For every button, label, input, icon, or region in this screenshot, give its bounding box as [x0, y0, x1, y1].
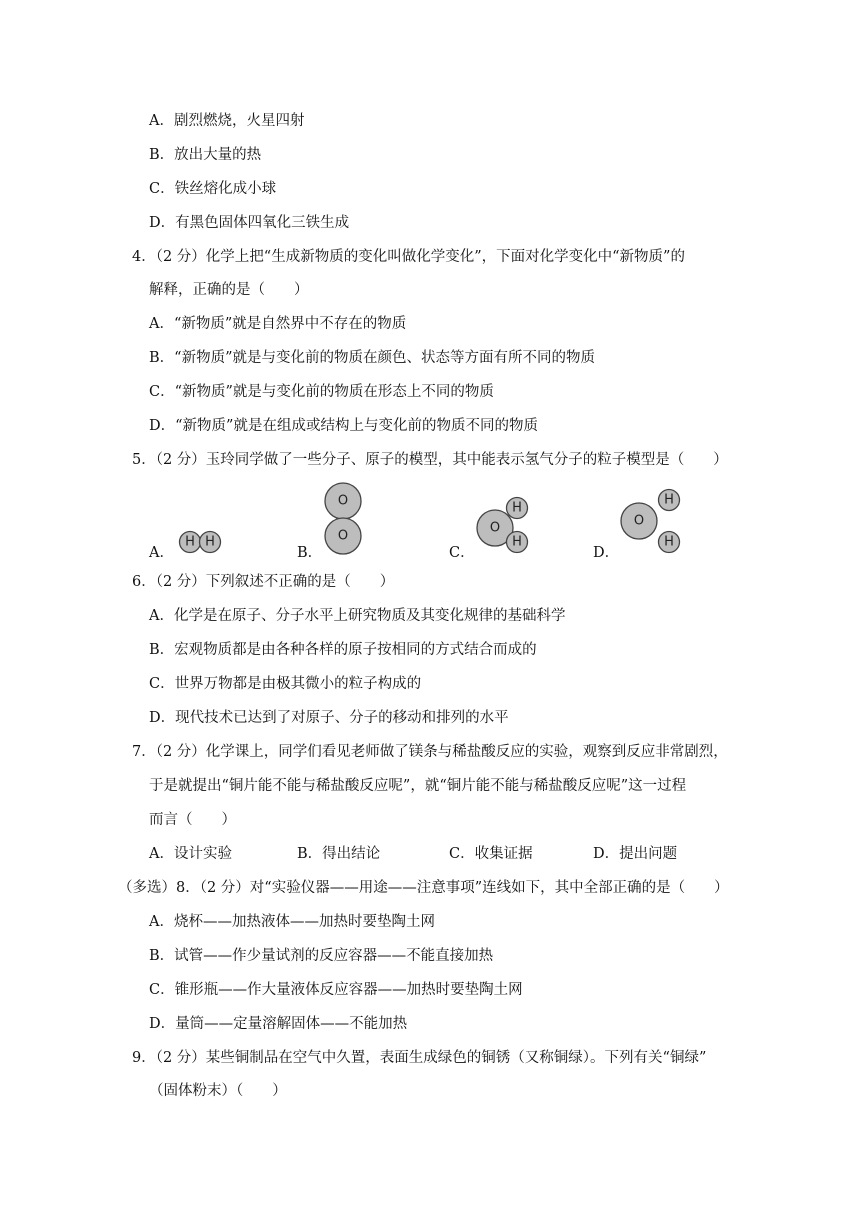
- q5-option-b-label: B．: [297, 545, 323, 561]
- q4-stem-line2: 解释，正确的是（ ）: [149, 282, 309, 298]
- svg-text:H: H: [205, 534, 215, 550]
- q5-option-c-label: C．: [449, 545, 475, 561]
- q6-option-d: D．现代技术已达到了对原子、分子的移动和排列的水平: [149, 710, 509, 726]
- q9-stem-line2: （固体粉末）（ ）: [149, 1083, 287, 1099]
- q8-option-b: B．试管——作少量试剂的反应容器——不能直接加热: [149, 948, 494, 964]
- q4-option-a: A．“新物质”就是自然界中不存在的物质: [149, 316, 407, 332]
- q3-option-c: C．铁丝熔化成小球: [149, 181, 277, 197]
- q5-model-c: [474, 494, 534, 556]
- q5-model-b: [322, 481, 366, 557]
- q7-option-c: C．收集证据: [449, 846, 533, 862]
- svg-text:O: O: [337, 493, 349, 509]
- q4-option-b: B．“新物质”就是与变化前的物质在颜色、状态等方面有所不同的物质: [149, 350, 595, 366]
- q3-option-d: D．有黑色固体四氧化三铁生成: [149, 215, 350, 231]
- q7-option-d: D．提出问题: [593, 846, 678, 862]
- q6-stem: 6．（2 分）下列叙述不正确的是（ ）: [132, 574, 395, 590]
- q8-stem: （多选）8．（2 分）对“实验仪器——用途——注意事项”连线如下，其中全部正确的是（ ）: [118, 880, 729, 896]
- svg-text:H: H: [664, 492, 674, 508]
- svg-text:O: O: [489, 520, 501, 536]
- svg-text:H: H: [664, 534, 674, 550]
- svg-text:O: O: [633, 513, 645, 529]
- q5-stem: 5．（2 分）玉玲同学做了一些分子、原子的模型，其中能表示氢气分子的粒子模型是（ ）: [132, 452, 728, 468]
- q6-option-b: B．宏观物质都是由各种各样的原子按相同的方式结合而成的: [149, 642, 537, 658]
- q4-option-d: D．“新物质”就是在组成或结构上与变化前的物质不同的物质: [149, 418, 538, 434]
- q7-option-a: A．设计实验: [149, 846, 232, 862]
- q4-option-c: C．“新物质”就是与变化前的物质在形态上不同的物质: [149, 384, 494, 400]
- q5-option-a-label: A．: [149, 545, 174, 561]
- svg-text:H: H: [512, 500, 522, 516]
- q8-option-d: D．量筒——定量溶解固体——不能加热: [149, 1016, 408, 1032]
- q9-stem-line1: 9．（2 分）某些铜制品在空气中久置，表面生成绿色的铜锈（又称铜绿）。下列有关“铜绿”: [132, 1050, 707, 1066]
- q5-option-d-label: D．: [593, 545, 620, 561]
- svg-text:H: H: [185, 534, 195, 550]
- q7-option-b: B．得出结论: [297, 846, 381, 862]
- q6-option-c: C．世界万物都是由极其微小的粒子构成的: [149, 676, 422, 692]
- q4-stem-line1: 4．（2 分）化学上把“生成新物质的变化叫做化学变化”，下面对化学变化中“新物质”的: [132, 249, 685, 265]
- q5-model-a: [176, 528, 226, 556]
- q5-model-d: [617, 486, 687, 556]
- q7-stem-line1: 7．（2 分）化学课上，同学们看见老师做了镁条与稀盐酸反应的实验，观察到反应非常剧烈，: [132, 744, 728, 760]
- q3-option-b: B．放出大量的热: [149, 147, 262, 163]
- q6-option-a: A．化学是在原子、分子水平上研究物质及其变化规律的基础科学: [149, 608, 566, 624]
- svg-text:H: H: [512, 534, 522, 550]
- q3-option-a: A．剧烈燃烧，火星四射: [149, 113, 305, 129]
- q8-option-c: C．锥形瓶——作大量液体反应容器——加热时要垫陶土网: [149, 982, 523, 998]
- svg-text:O: O: [337, 528, 349, 544]
- q7-stem-line2: 于是就提出“铜片能不能与稀盐酸反应呢”，就“铜片能不能与稀盐酸反应呢”这一过程: [149, 778, 687, 794]
- q8-option-a: A．烧杯——加热液体——加热时要垫陶土网: [149, 914, 435, 930]
- q7-stem-line3: 而言（ ）: [149, 812, 236, 828]
